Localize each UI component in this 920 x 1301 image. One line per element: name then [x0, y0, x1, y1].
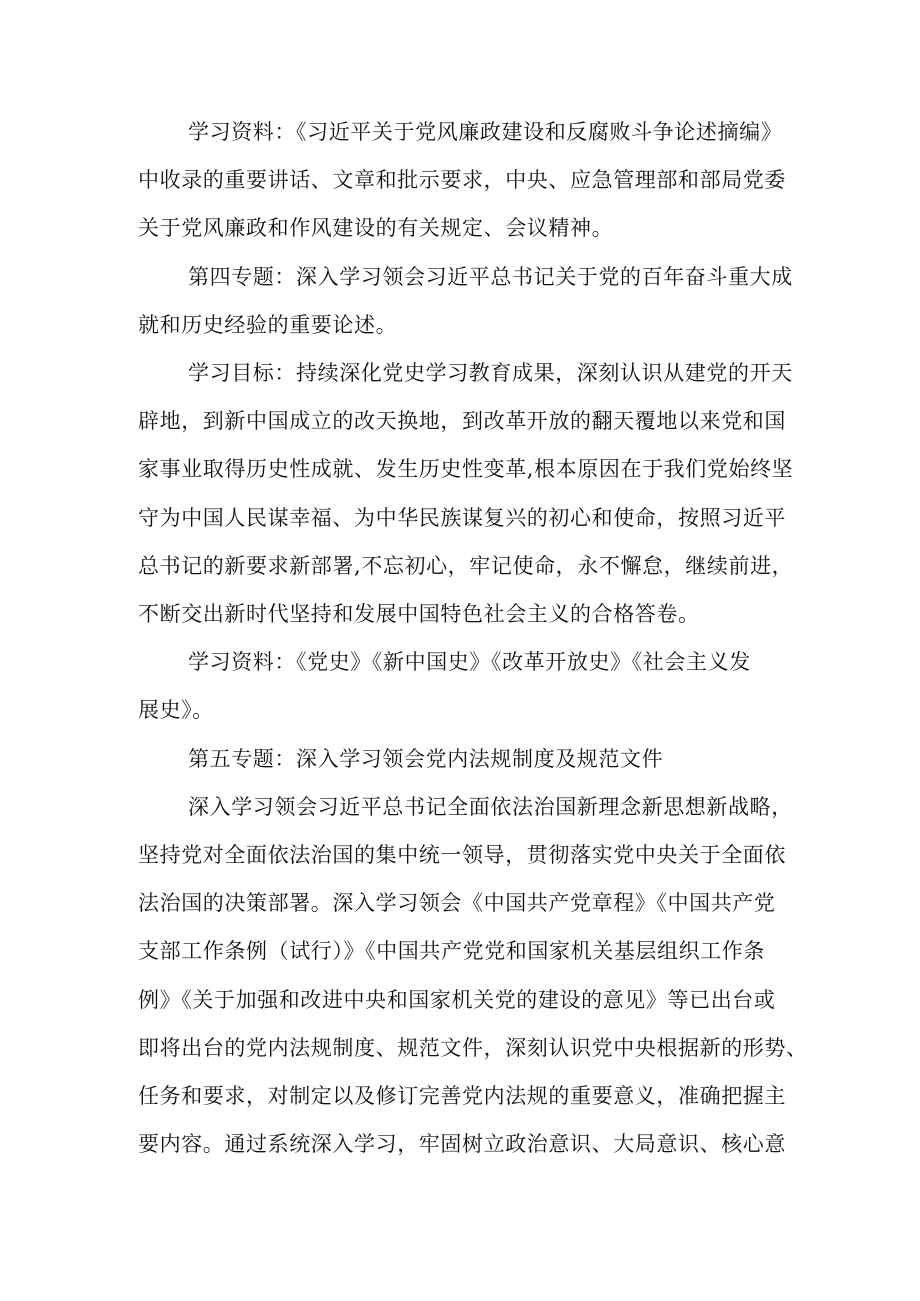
text-line: 例》《关于加强和改进中央和国家机关党的建设的意见》等已出台或 — [138, 988, 776, 1012]
text-line: 第四专题：深入学习领会习近平总书记关于党的百年奋斗重大成 — [188, 265, 793, 289]
text-line: 不断交出新时代坚持和发展中国特色社会主义的合格答卷。 — [138, 602, 700, 626]
text-line: 学习资料：《党史》《新中国史》《改革开放史》《社会主义发 — [188, 650, 751, 674]
text-line: 深入学习领会习近平总书记全面依法治国新理念新思想新战略， — [188, 795, 793, 819]
text-line: 坚持党对全面依法治国的集中统一领导，贯彻落实党中央关于全面依 — [138, 843, 786, 867]
text-line: 法治国的决策部署。深入学习领会《中国共产党章程》《中国共产党 — [138, 891, 776, 915]
text-line: 支部工作条例（试行）》《中国共产党党和国家机关基层组织工作条 — [138, 939, 765, 963]
text-line: 家事业取得历史性成就、发生历史性变革,根本原因在于我们党始终坚 — [138, 457, 794, 481]
text-line: 学习资料：《习近平关于党风廉政建设和反腐败斗争论述摘编》 — [188, 120, 783, 144]
text-line: 中收录的重要讲话、文章和批示要求，中央、应急管理部和部局党委 — [138, 168, 786, 192]
text-line: 总书记的新要求新部署,不忘初心，牢记使命，永不懈怠，继续前进， — [138, 554, 794, 578]
text-line: 守为中国人民谋幸福、为中华民族谋复兴的初心和使命，按照习近平 — [138, 506, 786, 530]
text-line: 任务和要求，对制定以及修订完善党内法规的重要意义，准确把握主 — [138, 1084, 786, 1108]
text-line: 辟地，到新中国成立的改天换地，到改革开放的翻天覆地以来党和国 — [138, 409, 786, 433]
text-line: 关于党风廉政和作风建设的有关规定、会议精神。 — [138, 216, 614, 240]
text-line: 学习目标：持续深化党史学习教育成果，深刻认识从建党的开天 — [188, 361, 793, 385]
text-line: 展史》。 — [138, 698, 214, 722]
text-line: 就和历史经验的重要论述。 — [138, 313, 398, 337]
text-line: 即将出台的党内法规制度、规范文件，深刻认识党中央根据新的形势、 — [138, 1036, 808, 1060]
text-line: 要内容。通过系统深入学习，牢固树立政治意识、大局意识、核心意 — [138, 1132, 786, 1156]
text-line: 第五专题：深入学习领会党内法规制度及规范文件 — [188, 747, 664, 771]
